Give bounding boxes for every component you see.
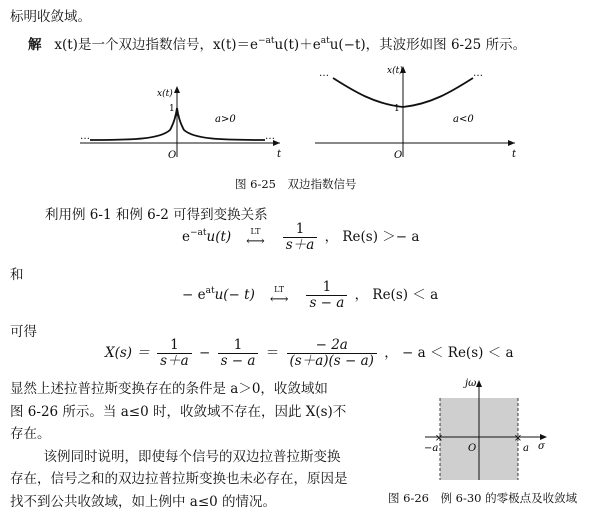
- kede-word: 可得: [10, 320, 37, 340]
- pole-left: ×: [435, 433, 443, 444]
- and-word: 和: [10, 263, 24, 283]
- left-y-arrow: [174, 86, 180, 93]
- left-param: a>0: [215, 114, 236, 125]
- eq2-roc: ， Re(s) ＜ a: [355, 287, 439, 303]
- figure-6-26: [410, 375, 560, 485]
- eq1-arrow-label: LT: [235, 227, 275, 236]
- right-origin: O: [394, 150, 402, 161]
- right-plot: [315, 65, 517, 161]
- body-line: 该例同时说明，即使每个信号的双边拉普拉斯变换: [30, 446, 348, 469]
- eq3-f2-num: 1: [218, 338, 259, 353]
- eq2-frac: [306, 280, 347, 311]
- sigma-label: σ: [538, 441, 546, 452]
- eq2-rest: u(− t): [215, 287, 255, 303]
- eq2-sup: at: [206, 286, 215, 296]
- equation-1: [182, 222, 419, 253]
- solution-tail: u(−t)，其波形如图 6-25 所示。: [330, 37, 526, 53]
- right-ylabel: x(t): [387, 65, 403, 76]
- left-dots-l: …: [80, 131, 90, 142]
- body-line: 显然上述拉普拉斯变换存在的条件是 a＞0，收敛域如: [10, 378, 348, 401]
- eq1-frac: [283, 222, 317, 253]
- eq2-arrow: LT ⟷: [259, 285, 299, 306]
- jw-arrow: [476, 380, 482, 387]
- eq3-frac2: [218, 338, 259, 369]
- eq3-minus: −: [199, 345, 210, 361]
- eq3-lhs: X(s) ＝: [105, 345, 150, 361]
- figure-6-25-caption: 图 6-25 双边指数信号: [235, 176, 357, 192]
- equation-2: [182, 280, 438, 311]
- top-line: 标明收敛域。: [10, 5, 91, 25]
- origin-label: O: [468, 443, 476, 454]
- solution-mid: u(t)＋e: [275, 37, 321, 53]
- body-line: 图 6-26 所示。当 a≤0 时，收敛域不存在，因此 X(s)不: [10, 401, 348, 424]
- left-origin: O: [168, 150, 176, 161]
- neg-a-label: −a: [424, 443, 438, 454]
- left-one: 1: [169, 104, 175, 114]
- eq1-num: 1: [283, 222, 317, 237]
- right-t: t: [512, 149, 517, 160]
- eq2-base: − e: [182, 287, 206, 303]
- body-line: 存在，信号之和的双边拉普拉斯变换也未必存在，原因是: [10, 468, 348, 491]
- eq3-f2-den: s − a: [218, 353, 259, 369]
- right-one: 1: [394, 104, 400, 114]
- left-ylabel: x(t): [157, 88, 173, 99]
- eq1-den: s＋a: [283, 237, 317, 253]
- solution-label: 解: [28, 37, 42, 53]
- eq2-den: s − a: [306, 295, 347, 311]
- eq3-f1-den: s＋a: [157, 353, 191, 369]
- figure-6-25: [75, 60, 535, 170]
- body-paragraph: [10, 378, 348, 513]
- a-label: a: [523, 443, 529, 454]
- solution-sup1: −at: [258, 36, 275, 46]
- eq3-roc: ， − a ＜ Re(s) ＜ a: [384, 345, 513, 361]
- eq3-frac3: [287, 338, 377, 369]
- body-line: 存在。: [10, 423, 348, 446]
- eq3-frac1: [157, 338, 191, 369]
- right-t-arrow: [508, 140, 515, 146]
- body-line: 找不到公共收敛域，如上例中 a≤0 的情况。: [10, 491, 348, 513]
- eq2-arrow-label: LT: [259, 285, 299, 294]
- equation-3: [105, 338, 514, 369]
- right-dots-r: …: [473, 68, 483, 79]
- eq1-arrow: LT ⟷: [235, 227, 275, 248]
- left-plot: [80, 86, 282, 161]
- left-t: t: [277, 149, 282, 160]
- eq1-roc: ， Re(s) ＞− a: [325, 229, 420, 245]
- right-param: a<0: [453, 114, 474, 125]
- eq1-base: e: [182, 229, 190, 245]
- pole-right: ×: [514, 433, 522, 444]
- eq3-f1-num: 1: [157, 338, 191, 353]
- eq3-f3-den: (s＋a)(s − a): [287, 353, 377, 369]
- figure-6-26-caption: 图 6-26 例 6-30 的零极点及收敛域: [388, 490, 577, 506]
- jw-label: jω: [463, 378, 476, 389]
- sigma-arrow: [540, 434, 547, 440]
- eq1-rest: u(t): [207, 229, 232, 245]
- right-dots-l: …: [319, 68, 329, 79]
- para1: 利用例 6-1 和例 6-2 可得到变换关系: [45, 203, 268, 223]
- eq3-f3-num: − 2a: [287, 338, 377, 353]
- left-dots-r: …: [265, 131, 275, 142]
- solution-line: [28, 33, 526, 53]
- eq2-num: 1: [306, 280, 347, 295]
- solution-sup2: at: [321, 36, 330, 46]
- eq3-eq: ＝: [266, 345, 280, 361]
- eq1-sup: −at: [190, 228, 207, 238]
- solution-lead: x(t)是一个双边指数信号，x(t)＝e: [54, 37, 258, 53]
